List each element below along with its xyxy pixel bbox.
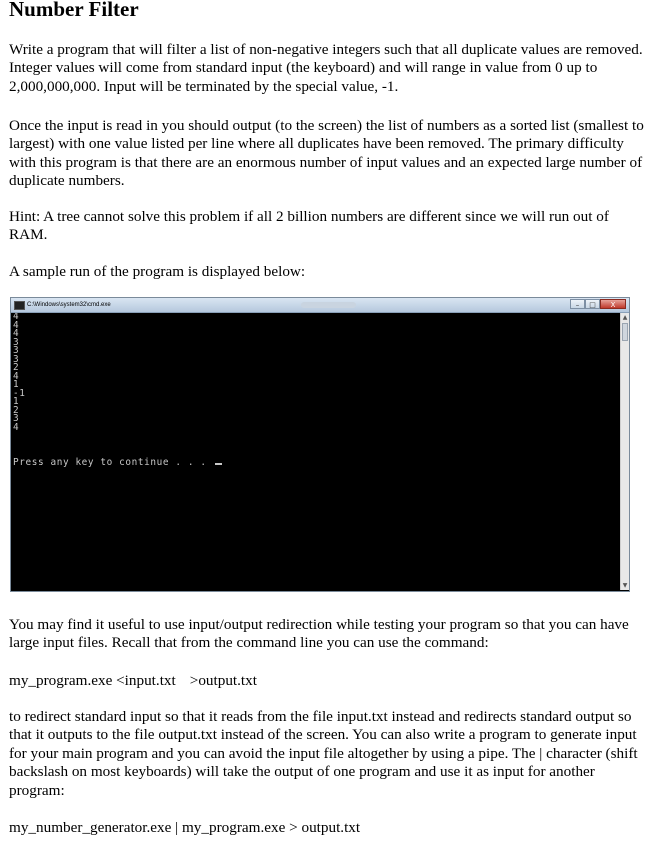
pipe-paragraph: to redirect standard input so that it reads from the file input.txt instead and redirects standard output so that it outputs to the file output.txt instead of the screen. You can also write a program to generate input for your main program and you can avoid the input file altogether by using a pipe. The | character (shift backslash on most keyboards) will take the output of one program and use it as input for another program: [9,708,638,799]
command-input-part: my_program.exe <input.txt [9,672,176,689]
hint-paragraph: Hint: A tree cannot solve this problem if all 2 billion numbers are different since we will run out of RAM. [9,208,609,244]
command-output-part: >output.txt [189,672,257,689]
console-titlebar [11,298,629,313]
cmd-icon [14,301,25,310]
console-scrollbar[interactable] [620,313,629,590]
document-title: Number Filter [9,0,139,21]
console-window-screenshot [10,297,630,592]
output-paragraph: Once the input is read in you should output (to the screen) the list of numbers as a sorted list (smallest to largest) with one value listed per line where all duplicates have been removed. The primary difficulty with this program is that there are an enormous number of input values and an expected large number of duplicate numbers. [9,117,644,190]
console-output: 4 4 4 3 3 3 2 4 1 -1 1 2 3 4 [13,313,26,433]
console-window-title: C:\Windows\system32\cmd.exe [27,302,111,308]
maximize-button[interactable]: □ [585,299,600,309]
intro-paragraph: Write a program that will filter a list of non-negative integers such that all duplicate values are removed. Integer values will come from standard input (the keyboard) and will range in value from 0 up to 2,000,000,000. Input will be terminated by the special value, -1. [9,41,643,95]
console-screen [12,313,620,590]
text-cursor [215,463,222,465]
console-prompt-line [13,458,222,468]
pipe-command: my_number_generator.exe | my_program.exe > output.txt [9,819,361,836]
redirection-paragraph: You may find it useful to use input/output redirection while testing your program so that you can have large input files. Recall that from the command line you can use the command: [9,616,629,652]
titlebar-blurred-region [301,302,356,308]
scroll-up-arrow-icon[interactable]: ▲ [622,314,628,321]
redirection-command [9,672,649,690]
scrollbar-thumb[interactable] [622,323,628,341]
press-any-key-text: Press any key to continue . . . [13,457,213,468]
sample-run-caption: A sample run of the program is displayed below: [9,263,306,280]
scroll-down-arrow-icon[interactable]: ▼ [622,582,628,589]
minimize-button[interactable]: – [570,299,585,309]
close-button[interactable]: X [600,299,626,309]
